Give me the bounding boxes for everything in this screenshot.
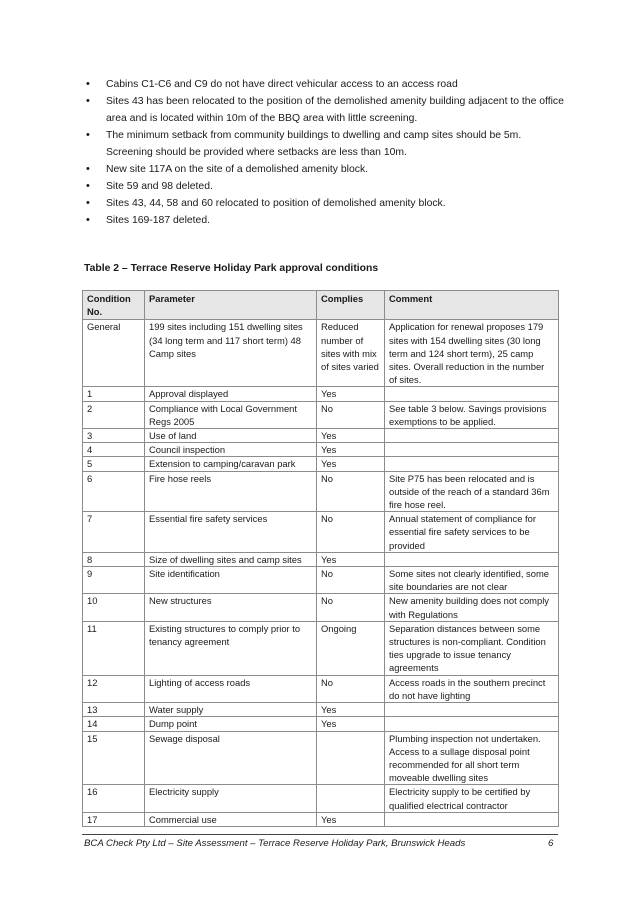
header-parameter: Parameter — [145, 291, 317, 320]
table-row — [83, 320, 559, 387]
cell-parameter: Size of dwelling sites and camp sites — [145, 552, 317, 566]
page-number: 6 — [548, 838, 554, 849]
cell-complies: Yes — [317, 703, 385, 717]
list-item — [84, 212, 564, 229]
cell-condition-no: 9 — [83, 567, 145, 594]
cell-complies: No — [317, 471, 385, 512]
bullet-list — [84, 76, 564, 229]
cell-condition-no: 7 — [83, 512, 145, 553]
cell-parameter: Council inspection — [145, 443, 317, 457]
cell-complies: No — [317, 675, 385, 702]
cell-parameter: Electricity supply — [145, 785, 317, 812]
cell-comment — [385, 717, 559, 731]
cell-parameter: Use of land — [145, 429, 317, 443]
cell-condition-no: 5 — [83, 457, 145, 471]
cell-comment: Plumbing inspection not undertaken. Access to a sullage disposal point recommended for all short term moveable dwelling sites — [385, 731, 559, 785]
table-row — [83, 457, 559, 471]
cell-condition-no: 14 — [83, 717, 145, 731]
bullet-icon: • — [86, 180, 90, 192]
table-row — [83, 443, 559, 457]
header-complies: Complies — [317, 291, 385, 320]
cell-comment: Electricity supply to be certified by qualified electrical contractor — [385, 785, 559, 812]
table-row — [83, 785, 559, 812]
bullet-text: Cabins C1-C6 and C9 do not have direct vehicular access to an access road — [106, 79, 458, 90]
table-row — [83, 512, 559, 553]
cell-parameter: Dump point — [145, 717, 317, 731]
cell-comment: Application for renewal proposes 179 sites with 154 dwelling sites (30 long term and 124 short term), 25 camp sites. Overall reduction in the number of sites. — [385, 320, 559, 387]
cell-parameter: New structures — [145, 594, 317, 621]
cell-condition-no: 17 — [83, 812, 145, 826]
cell-complies: Yes — [317, 717, 385, 731]
list-item — [84, 127, 564, 161]
cell-condition-no: 12 — [83, 675, 145, 702]
cell-condition-no: 1 — [83, 387, 145, 401]
bullet-icon: • — [86, 129, 90, 141]
table-caption: Table 2 – Terrace Reserve Holiday Park approval conditions — [84, 263, 379, 274]
bullet-text: New site 117A on the site of a demolished amenity block. — [106, 164, 369, 175]
table-row — [83, 387, 559, 401]
cell-comment: Site P75 has been relocated and is outside of the reach of a standard 36m fire hose reel. — [385, 471, 559, 512]
cell-comment — [385, 429, 559, 443]
cell-complies: Yes — [317, 552, 385, 566]
table-row — [83, 552, 559, 566]
list-item — [84, 76, 564, 93]
cell-complies: Yes — [317, 443, 385, 457]
cell-parameter: Lighting of access roads — [145, 675, 317, 702]
cell-comment: Some sites not clearly identified, some site boundaries are not clear — [385, 567, 559, 594]
cell-complies — [317, 785, 385, 812]
cell-complies: Yes — [317, 387, 385, 401]
cell-parameter: Approval displayed — [145, 387, 317, 401]
cell-parameter: Existing structures to comply prior to tenancy agreement — [145, 621, 317, 675]
cell-parameter: Sewage disposal — [145, 731, 317, 785]
cell-comment: Separation distances between some structures is non-compliant. Condition ties upgrade to issue tenancy agreements — [385, 621, 559, 675]
cell-condition-no: 10 — [83, 594, 145, 621]
table-row — [83, 567, 559, 594]
table-row — [83, 621, 559, 675]
cell-parameter: Extension to camping/caravan park — [145, 457, 317, 471]
table-row — [83, 675, 559, 702]
cell-complies: Yes — [317, 812, 385, 826]
bullet-text: The minimum setback from community buildings to dwelling and camp sites should be 5m. Screening should be provided where setbacks are less than 10m. — [106, 130, 522, 158]
list-item — [84, 161, 564, 178]
footer-text: BCA Check Pty Ltd – Site Assessment – Terrace Reserve Holiday Park, Brunswick Heads — [84, 838, 466, 849]
cell-condition-no: 15 — [83, 731, 145, 785]
bullet-icon: • — [86, 163, 90, 175]
bullet-text: Sites 169-187 deleted. — [106, 215, 210, 226]
cell-parameter: Fire hose reels — [145, 471, 317, 512]
table-row — [83, 401, 559, 428]
conditions-table — [82, 290, 559, 827]
header-condition-no: Condition No. — [83, 291, 145, 320]
bullet-text: Site 59 and 98 deleted. — [106, 181, 213, 192]
cell-complies — [317, 731, 385, 785]
table-row — [83, 703, 559, 717]
cell-parameter: Water supply — [145, 703, 317, 717]
cell-complies: No — [317, 567, 385, 594]
bullet-text: Sites 43, 44, 58 and 60 relocated to position of demolished amenity block. — [106, 198, 446, 209]
bullet-icon: • — [86, 197, 90, 209]
list-item — [84, 93, 564, 127]
cell-comment: Access roads in the southern precinct do not have lighting — [385, 675, 559, 702]
cell-condition-no: 6 — [83, 471, 145, 512]
cell-parameter: Compliance with Local Government Regs 2005 — [145, 401, 317, 428]
cell-complies: No — [317, 512, 385, 553]
cell-comment: Annual statement of compliance for essential fire safety services to be provided — [385, 512, 559, 553]
cell-condition-no: 8 — [83, 552, 145, 566]
cell-parameter: Essential fire safety services — [145, 512, 317, 553]
cell-comment — [385, 387, 559, 401]
table-row — [83, 717, 559, 731]
bullet-icon: • — [86, 78, 90, 90]
cell-condition-no: 4 — [83, 443, 145, 457]
cell-complies: Yes — [317, 429, 385, 443]
cell-complies: No — [317, 594, 385, 621]
bullet-text: Sites 43 has been relocated to the position of the demolished amenity building adjacent to the office area and is located within 10m of the BBQ area with little screening. — [106, 96, 564, 124]
cell-complies: Yes — [317, 457, 385, 471]
table-row — [83, 471, 559, 512]
cell-complies: Reduced number of sites with mix of sites varied — [317, 320, 385, 387]
cell-condition-no: 11 — [83, 621, 145, 675]
footer-divider — [82, 834, 558, 835]
bullet-icon: • — [86, 95, 90, 107]
cell-parameter: Commercial use — [145, 812, 317, 826]
cell-comment: New amenity building does not comply with Regulations — [385, 594, 559, 621]
cell-condition-no: 2 — [83, 401, 145, 428]
cell-condition-no: General — [83, 320, 145, 387]
list-item — [84, 195, 564, 212]
bullet-icon: • — [86, 214, 90, 226]
table-row — [83, 731, 559, 785]
header-comment: Comment — [385, 291, 559, 320]
cell-parameter: 199 sites including 151 dwelling sites (34 long term and 117 short term) 48 Camp sites — [145, 320, 317, 387]
cell-comment — [385, 703, 559, 717]
table-header-row — [83, 291, 559, 320]
cell-condition-no: 16 — [83, 785, 145, 812]
cell-condition-no: 3 — [83, 429, 145, 443]
cell-complies: Ongoing — [317, 621, 385, 675]
cell-comment — [385, 457, 559, 471]
table-row — [83, 594, 559, 621]
table-row — [83, 812, 559, 826]
cell-comment — [385, 812, 559, 826]
cell-comment — [385, 443, 559, 457]
cell-condition-no: 13 — [83, 703, 145, 717]
list-item — [84, 178, 564, 195]
cell-parameter: Site identification — [145, 567, 317, 594]
cell-comment — [385, 552, 559, 566]
table-row — [83, 429, 559, 443]
cell-complies: No — [317, 401, 385, 428]
cell-comment: See table 3 below. Savings provisions exemptions to be applied. — [385, 401, 559, 428]
